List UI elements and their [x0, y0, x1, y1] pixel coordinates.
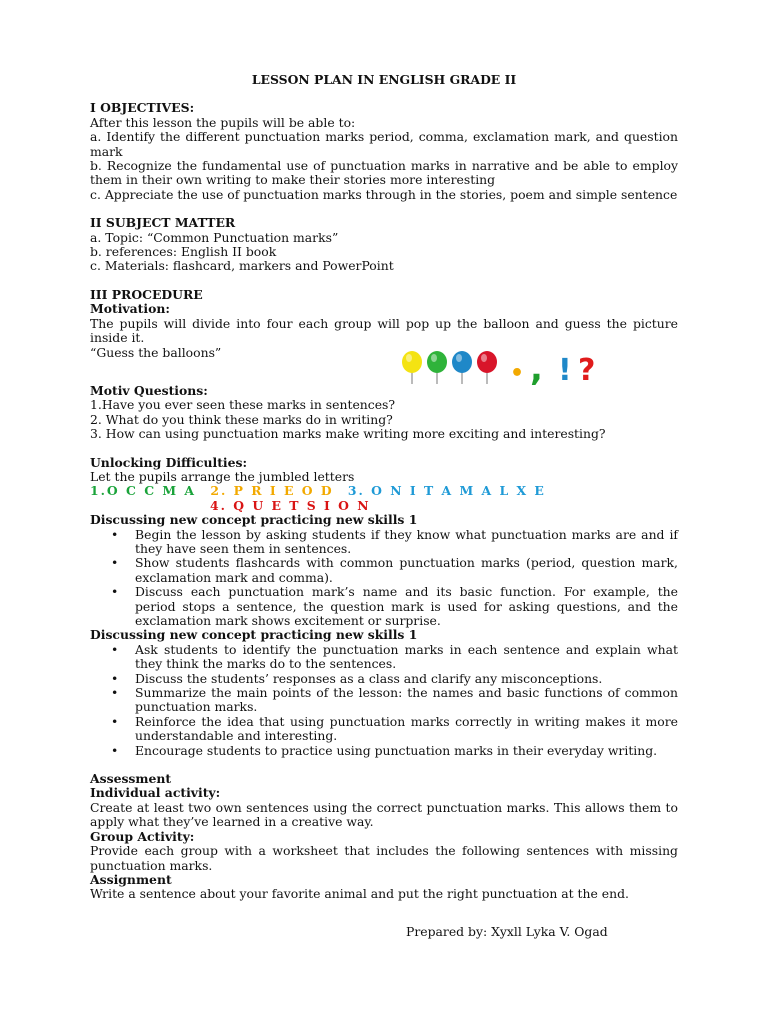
- balloon-highlight: [456, 354, 462, 362]
- unlocking-intro: Let the pupils arrange the jumbled letters: [90, 468, 355, 484]
- subject-matter-heading: II SUBJECT MATTER: [90, 215, 236, 231]
- group-activity-text: Provide each group with a worksheet that includes the following sentences with missing punctuation marks.: [90, 843, 678, 873]
- motiv-question: 1.Have you ever seen these marks in sentences?: [90, 397, 396, 413]
- balloon-icon: [452, 351, 472, 373]
- individual-activity-text: Create at least two own sentences using the correct punctuation marks. This allows them to apply what they’ve learned in a creative way.: [90, 799, 678, 830]
- jumbled-words-row: [90, 499, 678, 513]
- motivation-game-title: “Guess the balloons”: [90, 344, 222, 360]
- list-item: • Discuss the students’ responses as a class and clarify any misconceptions.: [135, 672, 678, 686]
- discussing-heading: Discussing new concept practicing new skills 1: [90, 627, 418, 643]
- objective-item: a. Identify the different punctuation marks period, comma, exclamation mark, and question mark: [90, 129, 678, 159]
- punctuation-mark-icon: •: [510, 361, 525, 386]
- list-item: • Show students flashcards with common punctuation marks (period, question mark, exclamation mark and comma).: [135, 556, 678, 585]
- balloons-punctuation-image: [400, 350, 610, 390]
- punctuation-mark-icon: ,: [530, 350, 543, 389]
- list-item: • Discuss each punctuation mark’s name and its basic function. For example, the period stops a sentence, the question mark is used for asking questions, and the exclamation mark shows excitement or surprise.: [135, 585, 678, 628]
- punctuation-mark-icon: !: [558, 353, 572, 388]
- jumbled-word: 4. Q U E T S I O N: [210, 497, 371, 513]
- assessment-heading: Assessment: [90, 771, 172, 787]
- objective-item: b. Recognize the fundamental use of punctuation marks in narrative and be able to employ them in their own writing to make their stories more interesting: [90, 158, 678, 188]
- individual-activity-heading: Individual activity:: [90, 785, 221, 801]
- discussing-list: [90, 528, 678, 629]
- balloon-icon: [477, 351, 497, 373]
- jumbled-word: 3. O N I T A M A L X E: [347, 483, 546, 499]
- balloon-highlight: [431, 354, 437, 362]
- motiv-questions-heading: Motiv Questions:: [90, 382, 208, 398]
- subject-matter-item: b. references: English II book: [90, 244, 277, 260]
- objectives-heading: I OBJECTIVES:: [90, 100, 195, 116]
- list-item: • Summarize the main points of the lesson: the names and basic functions of common punctuation marks.: [135, 686, 678, 715]
- list-item: • Reinforce the idea that using punctuation marks correctly in writing makes it more understandable and interesting.: [135, 715, 678, 744]
- subject-matter-item: c. Materials: flashcard, markers and PowerPoint: [90, 258, 394, 274]
- balloon-highlight: [481, 354, 487, 362]
- motiv-question: 2. What do you think these marks do in writing?: [90, 411, 393, 427]
- motivation-text: The pupils will divide into four each group will pop up the balloon and guess the picture inside it.: [90, 315, 678, 346]
- discussing-list: [90, 643, 678, 758]
- objectives-intro: After this lesson the pupils will be able to:: [90, 114, 356, 130]
- list-item: • Ask students to identify the punctuation marks in each sentence and explain what they think the marks do to the sentences.: [135, 643, 678, 672]
- balloon-icon: [402, 351, 422, 373]
- unlocking-heading: Unlocking Difficulties:: [90, 454, 248, 470]
- subject-matter-item: a. Topic: “Common Punctuation marks”: [90, 229, 339, 245]
- assignment-text: Write a sentence about your favorite animal and put the right punctuation at the end.: [90, 886, 629, 902]
- procedure-heading: III PROCEDURE: [90, 286, 203, 302]
- jumbled-word: 2. P R I E O D: [210, 483, 334, 499]
- balloon-icon: [427, 351, 447, 373]
- jumbled-word: 1.O C C M A: [90, 483, 197, 499]
- punctuation-mark-icon: ?: [578, 353, 596, 388]
- jumbled-words-row: [90, 484, 678, 498]
- motiv-question: 3. How can using punctuation marks make writing more exciting and interesting?: [90, 426, 606, 442]
- assignment-heading: Assignment: [90, 871, 172, 887]
- objective-item: c. Appreciate the use of punctuation marks through in the stories, poem and simple sentence: [90, 186, 678, 202]
- prepared-by: Prepared by: Xyxll Lyka V. Ogad: [406, 924, 608, 939]
- group-activity-heading: Group Activity:: [90, 828, 195, 844]
- discussing-heading: Discussing new concept practicing new skills 1: [90, 512, 418, 528]
- lesson-plan-page: [90, 73, 678, 902]
- motivation-heading: Motivation:: [90, 301, 170, 317]
- page-title: LESSON PLAN IN ENGLISH GRADE II: [251, 72, 517, 87]
- list-item: • Encourage students to practice using punctuation marks in their everyday writing.: [135, 744, 678, 758]
- list-item: • Begin the lesson by asking students if they know what punctuation marks are and if they have seen them in sentences.: [135, 528, 678, 557]
- balloon-highlight: [406, 354, 412, 362]
